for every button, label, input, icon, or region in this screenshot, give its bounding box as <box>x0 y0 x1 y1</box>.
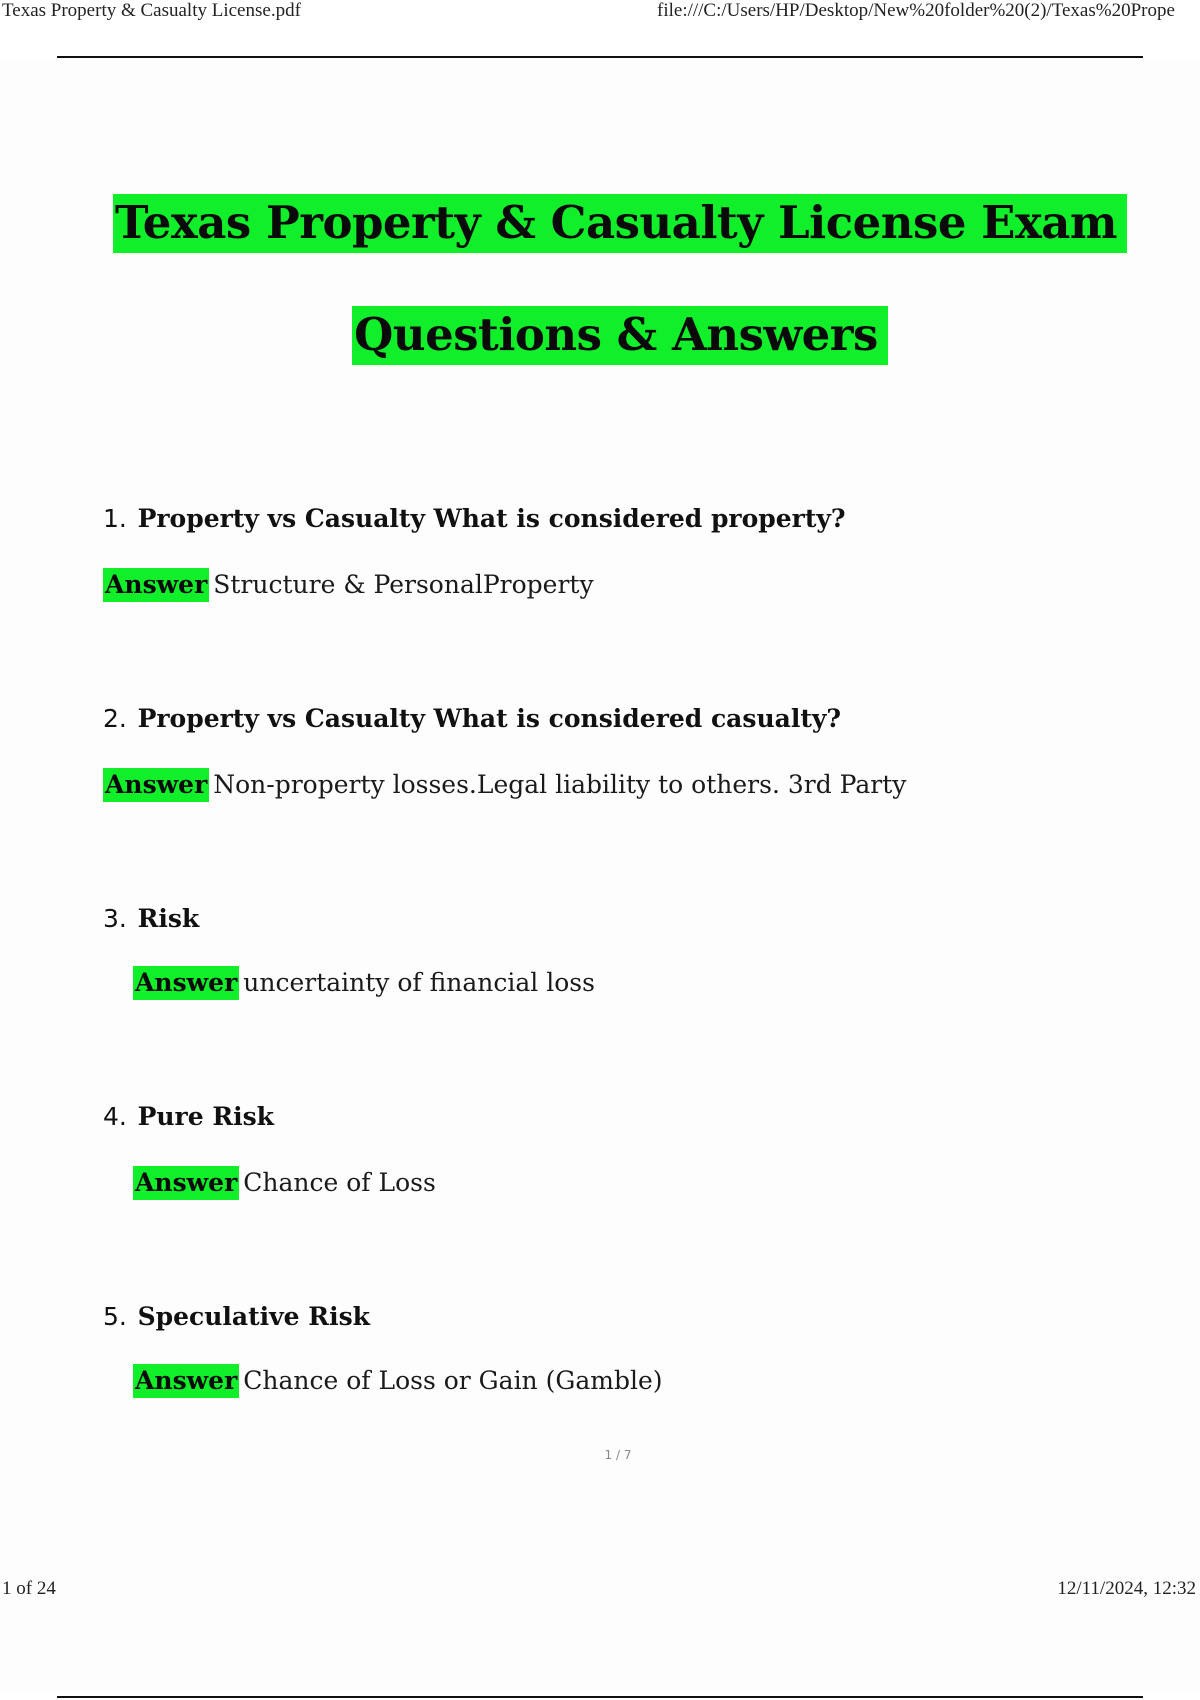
print-footer <box>0 1578 1200 1604</box>
print-file-path: file:///C:/Users/HP/Desktop/New%20folder%20(2)/Texas%20Prope <box>657 0 1175 21</box>
answer <box>133 1168 436 1197</box>
print-page-count: 1 of 24 <box>2 1578 56 1599</box>
answer-label: Answer <box>133 1364 239 1398</box>
question-number: 4. <box>103 1102 127 1131</box>
question-text: Risk <box>137 904 200 933</box>
title-highlight: Questions & Answers <box>352 306 888 365</box>
print-doc-title: Texas Property & Casualty License.pdf <box>2 0 301 21</box>
question-number: 5. <box>103 1302 127 1331</box>
document-title-line-1 <box>0 196 1200 249</box>
question-text: Property vs Casualty What is considered property? <box>137 504 846 533</box>
answer <box>103 770 906 799</box>
answer-text: Structure & PersonalProperty <box>213 570 594 599</box>
question <box>103 904 199 933</box>
question-text: Property vs Casualty What is considered casualty? <box>137 704 842 733</box>
page-indicator: 1 / 7 <box>604 1448 632 1462</box>
question <box>103 1102 274 1131</box>
answer-text: Chance of Loss <box>243 1168 436 1197</box>
question-number: 1. <box>103 504 127 533</box>
question-number: 2. <box>103 704 127 733</box>
question <box>103 704 841 733</box>
answer-text: Non-property losses.Legal liability to others. 3rd Party <box>213 770 907 799</box>
document-title-line-2 <box>0 308 1200 361</box>
print-header <box>0 0 1200 26</box>
footer-rule <box>57 1696 1143 1698</box>
print-datetime: 12/11/2024, 12:32 <box>1057 1578 1196 1599</box>
question <box>103 504 846 533</box>
answer-label: Answer <box>103 768 209 802</box>
title-highlight: Texas Property & Casualty License Exam <box>113 194 1127 253</box>
question-number: 3. <box>103 904 127 933</box>
answer <box>133 968 595 997</box>
answer-label: Answer <box>133 966 239 1000</box>
answer-label: Answer <box>103 568 209 602</box>
answer <box>133 1366 663 1395</box>
answer <box>103 570 594 599</box>
question <box>103 1302 370 1331</box>
document-page <box>0 58 1200 1694</box>
question-text: Pure Risk <box>137 1102 275 1131</box>
answer-text: uncertainty of financial loss <box>243 968 595 997</box>
answer-label: Answer <box>133 1166 239 1200</box>
answer-text: Chance of Loss or Gain (Gamble) <box>243 1366 663 1395</box>
question-text: Speculative Risk <box>137 1302 370 1331</box>
